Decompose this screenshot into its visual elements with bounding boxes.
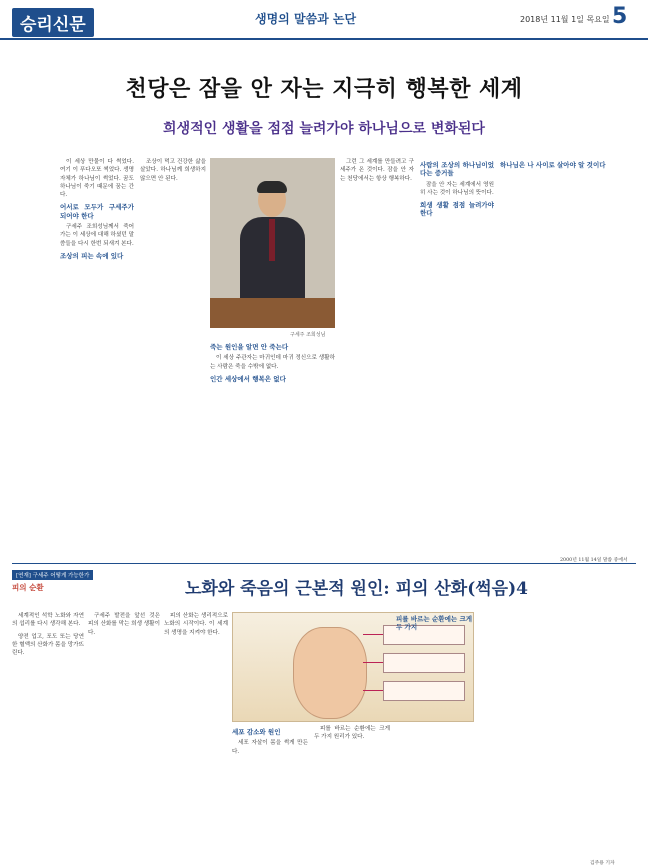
paragraph: 세포 자살이 몸을 썩게 만든다. [232, 740, 308, 755]
photo-caption: 구세주 조희성님 [290, 332, 326, 338]
article-end-note: 2000년 11월 14일 말씀 중에서 [560, 558, 628, 563]
newspaper-logo: 승리신문 [12, 8, 94, 37]
paragraph: 이 세상 주관자는 마귀인데 마귀 정신으로 생활하는 사람은 죽을 수밖에 없다. [210, 355, 335, 370]
article2-headline: 노화와 죽음의 근본적 원인: 피의 산화(썩음)4 [185, 579, 528, 599]
paragraph: 그런 그 세계를 만들려고 구세주가 온 것이다. 잠을 안 자는 천당에서는 항상 행복하다. [340, 159, 414, 182]
article2-column-5 [314, 725, 390, 860]
article2-column-7 [478, 612, 636, 852]
article-column-2 [140, 158, 206, 553]
article-subheading: 사람의 조상의 하나님이었다는 증거들 [420, 161, 494, 178]
article2-column-3 [164, 612, 228, 860]
article-subheading: 피를 바르는 순환에는 크게 두 가지 [396, 615, 472, 632]
section-title: 생명의 말씀과 논단 [255, 12, 357, 26]
article-column-1 [60, 158, 134, 553]
page-number: 5 [612, 4, 628, 29]
series-tag: [연재] 구세주 어떻게 가능한가 [12, 570, 93, 580]
section-divider [12, 563, 636, 564]
article2-column-2 [88, 612, 160, 860]
podium [210, 298, 335, 328]
face-illustration [293, 627, 367, 719]
article-subheading: 인간 세상에서 행복은 없다 [210, 374, 286, 383]
article-headline: 천당은 잠을 안 자는 지극히 행복한 세계 [125, 76, 523, 102]
article2-column-1 [12, 612, 84, 860]
article-subhead: 희생적인 생활을 점점 늘려가야 하나님으로 변화된다 [163, 121, 485, 137]
article-column-4 [340, 158, 414, 553]
paragraph: 세계적인 석학 노화와 자연의 섭리를 다시 생각해 본다. [12, 613, 84, 628]
paragraph: 이 세상 만물이 다 썩었다. 여기 이 푸다오또 썩었다. 생명 자체가 하나님이 썩었다. 꿈도 하나님이 죽기 때문에 꿈는 간다. [60, 159, 134, 199]
article-subheading: 희생 생활 점점 늘려가야 한다 [420, 201, 494, 218]
issue-date: 2018년 11월 1일 목요일 [520, 15, 610, 24]
article2-byline: 김주용 기자 [590, 861, 615, 866]
paragraph: 피의 산화는 생리적으로 노화의 시작이다. 이 세계의 생명을 지켜야 한다. [164, 613, 228, 636]
article-subheading: 조상의 피는 속에 있다 [60, 251, 124, 260]
paragraph: 양전 업고, 포도 또는 당연한 혈액의 산화가 몸을 망가뜨린다. [12, 633, 84, 657]
paragraph: 피를 바르는 순환에는 크게 두 가지 원리가 있다. [314, 726, 390, 741]
article-subheading: 어서로 모두가 구세주가 되어야 한다 [60, 203, 134, 220]
article2-column-4 [232, 725, 308, 860]
series-kicker: 피의 순환 [12, 583, 44, 592]
article-column-5 [420, 158, 494, 553]
article-subheading: 세포 감소와 원인 [232, 728, 281, 736]
article-subheading: 하나님은 나 사이로 살아야 알 것이다 [500, 161, 606, 169]
paragraph: 조상이 먹고 건강한 삶을 살았다. 하나님께 희생하지 않으면 안 된다. [140, 159, 206, 182]
paragraph: 구세주 발전을 앞선 것은 피의 산화를 막는 희생 생활이다. [88, 613, 160, 636]
article-column-6 [500, 158, 636, 553]
article-subheading: 죽는 원인을 알면 안 죽는다 [210, 343, 289, 351]
speaker-photo [210, 158, 335, 328]
article-column-3 [210, 340, 335, 553]
article2-column-6 [396, 612, 472, 860]
paragraph: 잠을 안 자는 세계에서 영원히 사는 것이 하나님의 뜻이다. [420, 181, 494, 196]
masthead [0, 0, 648, 40]
paragraph: 구세주 조희성님께서 죽어가는 이 세상에 대해 하셨던 말씀들을 다시 한번 되새겨 본다. [60, 224, 134, 247]
